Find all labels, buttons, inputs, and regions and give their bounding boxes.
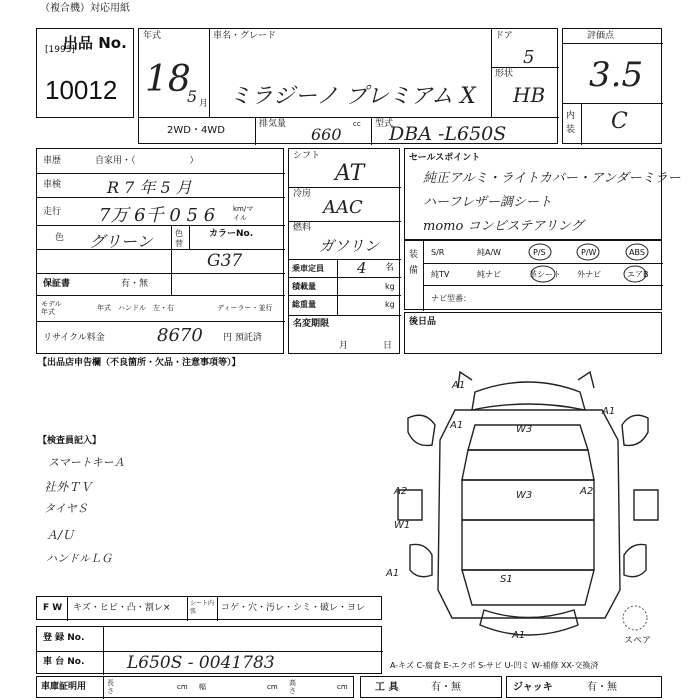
tools-label: 工 具 <box>375 682 399 693</box>
spare-label: スペア <box>624 636 652 646</box>
damage-mark: W1 <box>394 520 411 531</box>
door-value: 5 <box>523 47 535 68</box>
damage-mark: S1 <box>500 574 513 585</box>
damage-mark: A1 <box>512 630 526 641</box>
jack-box <box>506 676 662 698</box>
history-box <box>36 148 284 354</box>
lot-label: 出品 No. <box>63 34 127 52</box>
shift-label: シフト <box>293 151 321 161</box>
month-value: 5 <box>187 87 198 106</box>
name-change-month: 月 <box>339 341 349 351</box>
interior-value: C <box>611 109 628 134</box>
fw-row <box>36 596 382 620</box>
later-items-box <box>404 312 662 354</box>
fuel-label: 燃料 <box>293 223 312 233</box>
length-cm: cm <box>177 683 188 691</box>
drive-label: 2WD・4WD <box>167 125 225 136</box>
seat-items: コゲ・穴・汚レ・シミ・破レ・ヨレ <box>221 603 366 613</box>
color-value: グリーン <box>89 232 153 251</box>
inspection-value: R 7 年 5 月 <box>107 178 192 197</box>
warranty-label: 保証書 <box>43 279 71 289</box>
inspector-note: 社外ＴＶ <box>44 480 93 494</box>
recycle-unit: 円 預託済 <box>223 333 262 343</box>
equip-ps: P/S <box>533 248 546 257</box>
handle-label: 年式 ハンドル 左・右 <box>97 304 174 312</box>
inspector-note: スマートキーＡ <box>48 456 125 469</box>
chassis-value: L650S - 0041783 <box>127 653 275 673</box>
rating-value: 3.5 <box>589 55 644 95</box>
history-label: 車歴 <box>43 156 62 166</box>
vehicle-box <box>138 28 558 144</box>
interior-label: 内装 <box>566 111 576 135</box>
fuel-value: ガソリン <box>319 237 380 255</box>
garage-cert-row <box>36 676 354 698</box>
mileage-unit: km/マイル <box>233 205 254 222</box>
damage-mark: A1 <box>602 406 616 417</box>
inspector-note: タイヤＳ <box>44 502 88 515</box>
door-label: ドア <box>495 31 513 41</box>
name-change-day: 日 <box>383 341 393 351</box>
recycle-label: リサイクル料金 <box>43 333 105 343</box>
registration-box <box>36 626 382 674</box>
recycle-value: 8670 <box>157 325 203 346</box>
color-label: 色 <box>55 233 65 243</box>
capacity-label: 乗車定員 <box>292 264 324 273</box>
equipment-circles <box>405 241 663 311</box>
equip-navi: 純ナビ <box>477 270 501 279</box>
equip-tv: 純TV <box>431 270 450 279</box>
damage-mark: A1 <box>452 380 466 391</box>
height-cm: cm <box>337 683 348 691</box>
fw-items: キズ・ヒビ・凸・割レ× <box>73 603 171 613</box>
tools-box <box>360 676 502 698</box>
cert-label: 車庫証明用 <box>41 682 87 692</box>
shape-label: 形状 <box>495 69 514 79</box>
damage-mark: A2 <box>580 486 594 497</box>
equipment-box <box>404 240 662 310</box>
inspector-note: Ａ/Ｕ <box>46 528 75 542</box>
equipment-label: 装備 <box>409 250 419 276</box>
equip-alloy: 純A/W <box>477 248 502 257</box>
capacity-unit: 名 <box>385 263 395 273</box>
name-value: ミラジーノ プレミアム X <box>229 84 476 109</box>
weight-label: 総重量 <box>292 300 316 309</box>
legend: A-キズ C-腐食 E-エクボ S-サビ U-凹ミ W-補修 XX-交換済 <box>390 661 599 670</box>
color-no-label: カラーNo. <box>209 229 254 239</box>
tools-value: 有・無 <box>431 682 461 693</box>
sales-points-box <box>404 148 681 240</box>
sales-point-line: ハーフレザー調シート <box>423 195 552 210</box>
inspector-note: ハンドルＬＧ <box>46 552 112 565</box>
year-value: 18 <box>145 59 191 100</box>
later-items-label: 後日品 <box>409 317 437 327</box>
shape-value: HB <box>513 83 546 107</box>
equip-sunroof: S/R <box>431 248 445 257</box>
equip-pw: P/W <box>581 248 597 257</box>
weight-unit: kg <box>385 300 395 309</box>
ac-label: 冷房 <box>293 189 312 199</box>
color-change-label: 色替 <box>175 229 183 248</box>
equip-abs: ABS <box>629 248 645 257</box>
equip-ext-navi: 外ナビ <box>577 270 601 279</box>
displacement-label: 排気量 <box>259 119 287 129</box>
mileage-label: 走行 <box>43 207 62 217</box>
history-value: 自家用・（ ） <box>95 156 199 166</box>
sales-point-line: momo コンビステアリング <box>423 219 584 234</box>
car-damage-diagram <box>380 370 680 650</box>
rating-label: 評価点 <box>587 31 615 41</box>
width-cm: cm <box>267 683 278 691</box>
jack-value: 有・無 <box>587 682 617 693</box>
seat-label: シート内張 <box>190 600 215 615</box>
load-label: 積載量 <box>292 282 316 291</box>
length-label: 長さ <box>107 679 114 695</box>
header-title: （複合機）対応用紙 <box>40 3 130 14</box>
load-unit: kg <box>385 282 395 291</box>
defects-header: 【出品店申告欄（不良箇所・欠品・注意事項等）】 <box>38 358 241 368</box>
warranty-value: 有・無 <box>121 279 149 289</box>
lot-number: 10012 <box>45 75 118 105</box>
model-label: 型式 <box>375 119 394 129</box>
height-label: 高さ <box>289 679 296 695</box>
shift-value: AT <box>335 161 365 186</box>
name-label: 車名・グレード <box>213 31 277 41</box>
equip-airbag: エアB <box>627 270 649 279</box>
capacity-value: 4 <box>357 259 367 277</box>
rating-box <box>562 28 662 144</box>
color-no-value: G37 <box>207 251 243 271</box>
displacement-value: 660 <box>311 125 342 144</box>
model-value: DBA -L650S <box>389 123 507 145</box>
sales-point-line: 純正アルミ・ライトカバー・アンダーミラー <box>423 171 681 186</box>
sales-points-label: セールスポイント <box>409 153 481 163</box>
lot-year-stamp: [1993] <box>45 45 75 55</box>
dealer-label: ディーラー・並行 <box>217 304 273 312</box>
model-year-label: モデル年式 <box>41 300 62 316</box>
equip-leather: 革シート <box>529 270 561 279</box>
damage-mark: A1 <box>386 568 400 579</box>
fw-label: F W <box>43 603 63 613</box>
ac-value: AAC <box>323 197 363 218</box>
jack-label: ジャッキ <box>513 682 553 693</box>
shift-box <box>288 148 400 354</box>
navi-model-label: ナビ型番： <box>431 294 471 303</box>
year-label: 年式 <box>143 31 162 41</box>
inspector-label: 【検査員記入】 <box>38 436 102 446</box>
chassis-label: 車 台 No. <box>43 657 85 667</box>
displacement-unit: cc <box>353 120 361 128</box>
width-label: 幅 <box>199 683 206 691</box>
inspection-label: 車検 <box>43 180 62 190</box>
damage-mark: W3 <box>516 490 533 501</box>
damage-mark: A2 <box>394 486 408 497</box>
name-change-label: 名変期限 <box>293 319 330 329</box>
damage-mark: W3 <box>516 424 533 435</box>
lot-box <box>36 28 134 118</box>
reg-label: 登 録 No. <box>43 633 85 643</box>
damage-mark: A1 <box>450 420 464 431</box>
month-unit: 月 <box>199 99 209 109</box>
mileage-value: 7万 6千 0 5 6 <box>99 205 216 226</box>
